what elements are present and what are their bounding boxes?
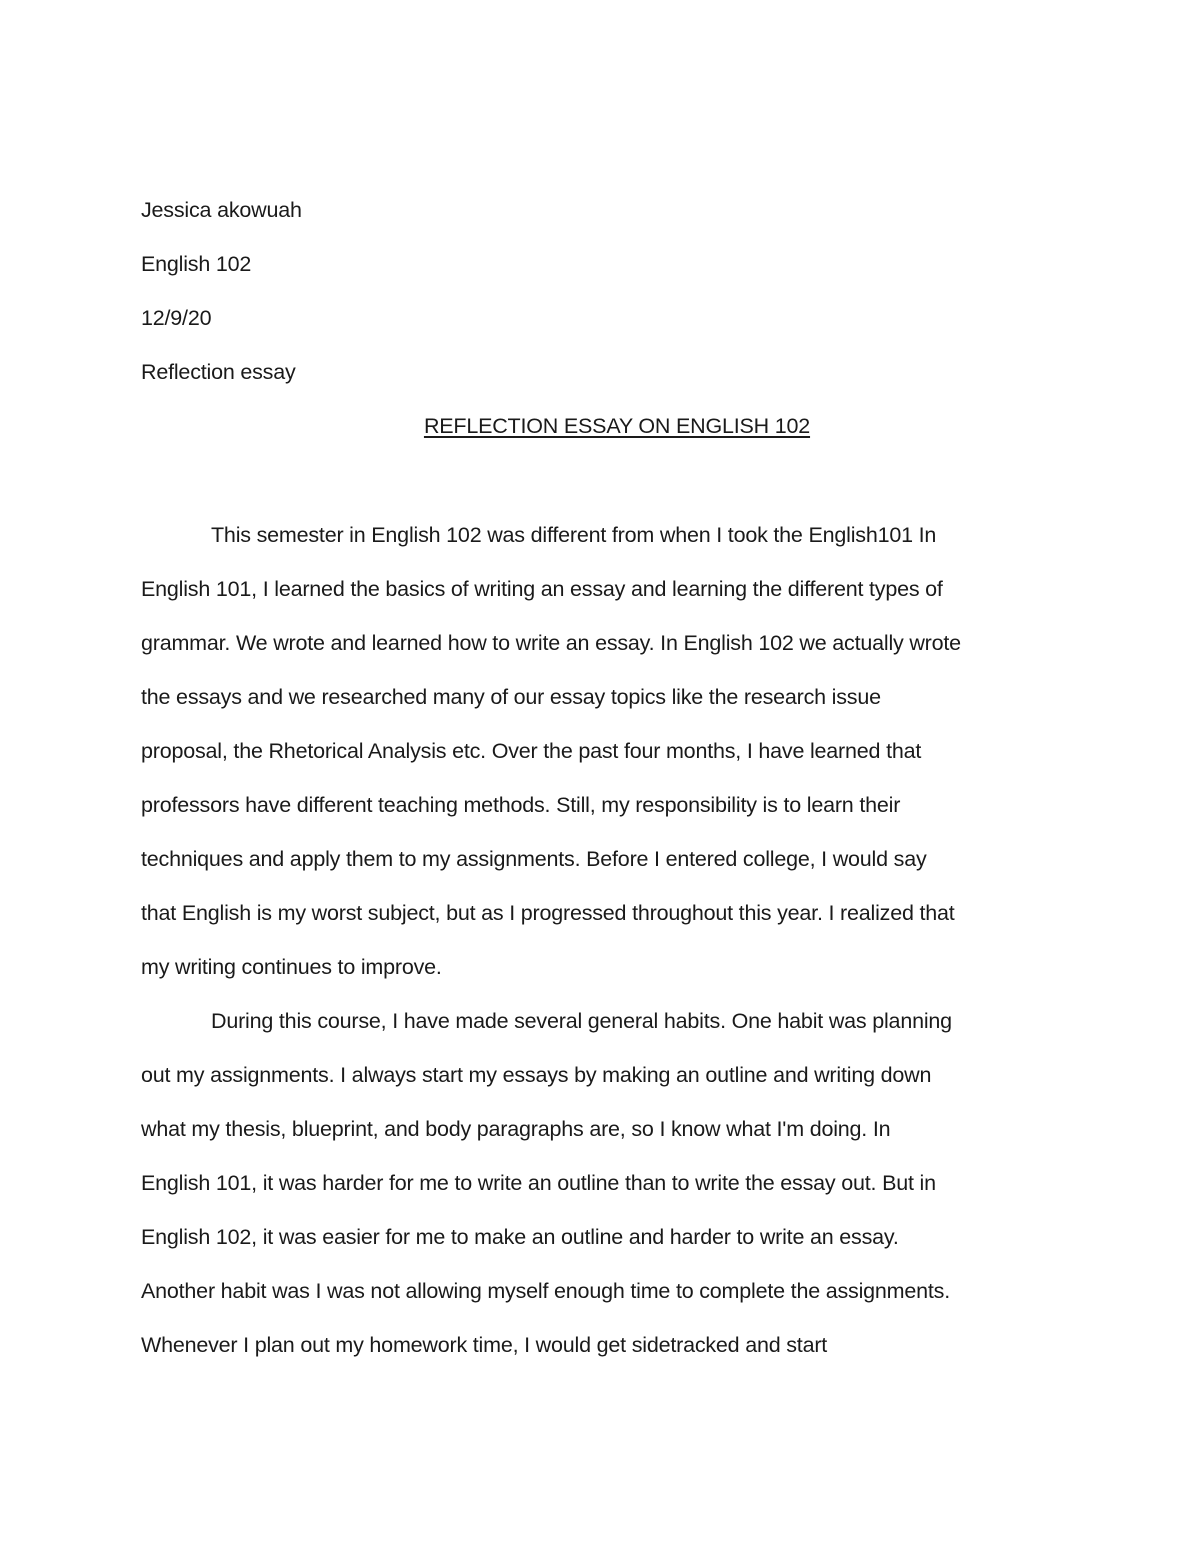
text-line: proposal, the Rhetorical Analysis etc. Over the past four months, I have learned that bbox=[141, 739, 922, 763]
assignment-type: Reflection essay bbox=[141, 360, 296, 384]
text-line: that English is my worst subject, but as I progressed throughout this year. I realized that bbox=[141, 901, 955, 925]
text-line: grammar. We wrote and learned how to write an essay. In English 102 we actually wrote bbox=[141, 631, 961, 655]
text-line: techniques and apply them to my assignments. Before I entered college, I would say bbox=[141, 847, 927, 871]
text-line: Whenever I plan out my homework time, I would get sidetracked and start bbox=[141, 1333, 828, 1357]
course-name: English 102 bbox=[141, 252, 252, 276]
text-line: This semester in English 102 was different from when I took the English101 In bbox=[211, 523, 937, 547]
text-line: my writing continues to improve. bbox=[141, 955, 442, 979]
text-line: English 101, it was harder for me to write an outline than to write the essay out. But in bbox=[141, 1171, 936, 1195]
text-line: English 101, I learned the basics of writing an essay and learning the different types of bbox=[141, 577, 943, 601]
author-name: Jessica akowuah bbox=[141, 198, 302, 222]
text-line: the essays and we researched many of our essay topics like the research issue bbox=[141, 685, 881, 709]
text-line: professors have different teaching methods. Still, my responsibility is to learn their bbox=[141, 793, 901, 817]
date: 12/9/20 bbox=[141, 306, 212, 330]
text-line: Another habit was I was not allowing myself enough time to complete the assignments. bbox=[141, 1279, 950, 1303]
essay-title: REFLECTION ESSAY ON ENGLISH 102 bbox=[423, 414, 811, 438]
text-line: During this course, I have made several general habits. One habit was planning bbox=[211, 1009, 952, 1033]
text-line: English 102, it was easier for me to make an outline and harder to write an essay. bbox=[141, 1225, 899, 1249]
text-line: what my thesis, blueprint, and body paragraphs are, so I know what I'm doing. In bbox=[141, 1117, 891, 1141]
text-line: out my assignments. I always start my essays by making an outline and writing down bbox=[141, 1063, 932, 1087]
